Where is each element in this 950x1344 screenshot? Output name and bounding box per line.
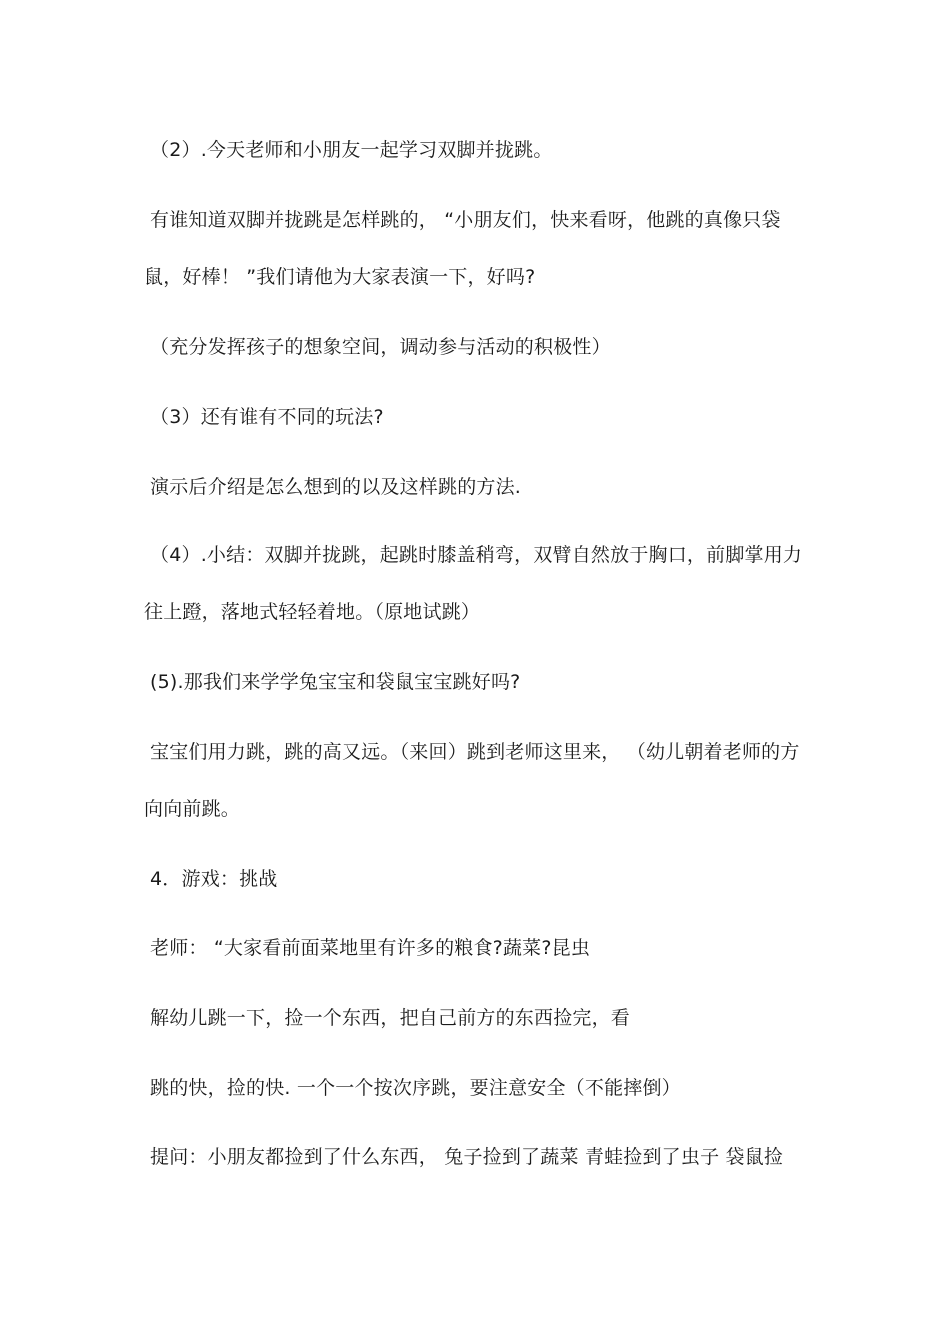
text-line-2: 有谁知道双脚并拢跳是怎样跳的， “小朋友们，快来看呀，他跳的真像只袋 xyxy=(150,209,781,231)
text-line-13: 老师： “大家看前面菜地里有许多的粮食?蔬菜?昆虫 xyxy=(150,937,591,959)
text-line-1: （2）.今天老师和小朋友一起学习双脚并拢跳。 xyxy=(150,139,553,161)
text-line-14: 解幼儿跳一下，捡一个东西，把自己前方的东西捡完，看 xyxy=(150,1007,631,1029)
text-line-11: 向向前跳。 xyxy=(144,798,241,820)
text-line-8: 往上蹬，落地式轻轻着地。（原地试跳） xyxy=(144,601,481,623)
text-line-9: (5).那我们来学学兔宝宝和袋鼠宝宝跳好吗? xyxy=(150,671,521,693)
text-line-10: 宝宝们用力跳，跳的高又远。（来回）跳到老师这里来， （幼儿朝着老师的方 xyxy=(150,741,800,763)
text-line-6: 演示后介绍是怎么想到的以及这样跳的方法. xyxy=(150,476,522,498)
text-line-5: （3）还有谁有不同的玩法? xyxy=(150,406,384,428)
text-line-3: 鼠，好棒！ ”我们请他为大家表演一下，好吗? xyxy=(144,266,536,288)
text-line-7: （4）.小结：双脚并拢跳，起跳时膝盖稍弯，双臂自然放于胸口，前脚掌用力 xyxy=(150,544,803,566)
text-line-12: 4．游戏：挑战 xyxy=(150,868,278,890)
text-line-16: 提问：小朋友都捡到了什么东西， 兔子捡到了蔬菜 青蛙捡到了虫子 袋鼠捡 xyxy=(150,1146,784,1168)
text-line-4: （充分发挥孩子的想象空间，调动参与活动的积极性） xyxy=(150,336,611,358)
text-line-15: 跳的快，捡的快. 一个一个按次序跳，要注意安全（不能摔倒） xyxy=(150,1077,681,1099)
